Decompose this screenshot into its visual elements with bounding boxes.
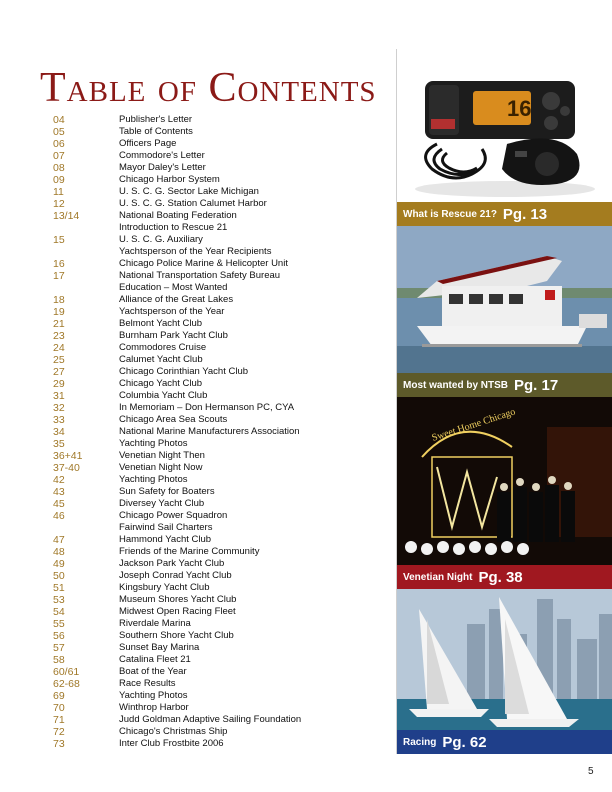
toc-entry-title: Sun Safety for Boaters	[119, 486, 215, 497]
toc-entry-subtitle: Fairwind Sail Charters	[119, 522, 213, 533]
toc-page-number: 47	[53, 534, 65, 546]
toc-entry[interactable]	[53, 654, 383, 666]
toc-entry[interactable]	[53, 162, 383, 174]
toc-entry-title: Winthrop Harbor	[119, 702, 189, 713]
feature-caption-page: Pg. 62	[442, 733, 487, 751]
toc-entry[interactable]	[53, 546, 383, 558]
toc-entry-title: Yachting Photos	[119, 474, 188, 485]
toc-entry[interactable]	[53, 318, 383, 330]
toc-page-number: 13/14	[53, 210, 80, 222]
toc-page-number: 27	[53, 366, 65, 378]
toc-page-number: 71	[53, 714, 65, 726]
toc-entry-title: Diversey Yacht Club	[119, 498, 205, 509]
toc-entry[interactable]	[53, 642, 383, 654]
toc-entry-title: Riverdale Marina	[119, 618, 191, 629]
toc-page-number: 25	[53, 354, 65, 366]
toc-page-number: 51	[53, 582, 65, 594]
toc-page-number: 42	[53, 474, 65, 486]
toc-entry[interactable]	[53, 186, 383, 198]
toc-entry-title: Hammond Yacht Club	[119, 534, 212, 545]
toc-page-number: 16	[53, 258, 65, 270]
toc-page-number: 58	[53, 654, 65, 666]
toc-entry-title: Museum Shores Yacht Club	[119, 594, 237, 605]
sign-text: Sweet Home Chicago	[430, 406, 517, 444]
toc-entry-title: Judd Goldman Adaptive Sailing Foundation	[119, 714, 302, 725]
feature-caption-racing[interactable]	[397, 730, 612, 754]
toc-page-number: 62-68	[53, 678, 80, 690]
toc-page-number: 24	[53, 342, 65, 354]
toc-entry-title: Venetian Night Now	[119, 462, 203, 473]
toc-page-number: 07	[53, 150, 65, 162]
toc-page-number: 37-40	[53, 462, 80, 474]
toc-page-number: 05	[53, 126, 65, 138]
toc-page-number: 56	[53, 630, 65, 642]
toc-entry[interactable]	[53, 306, 383, 318]
toc-page-number: 49	[53, 558, 65, 570]
toc-entry-title: U. S. C. G. Sector Lake Michigan	[119, 186, 259, 197]
toc-entry[interactable]	[53, 726, 383, 738]
toc-entry[interactable]	[53, 330, 383, 342]
toc-entry[interactable]	[53, 210, 383, 222]
toc-entry[interactable]	[53, 702, 383, 714]
toc-entry[interactable]	[53, 534, 383, 546]
toc-page-number: 72	[53, 726, 65, 738]
toc-entry[interactable]	[53, 678, 383, 690]
feature-column	[396, 49, 612, 754]
toc-entry-title: Chicago Corinthian Yacht Club	[119, 366, 249, 377]
toc-page-number: 46	[53, 510, 65, 522]
toc-entry[interactable]	[53, 258, 383, 270]
toc-entry-title: Chicago Police Marine & Helicopter Unit	[119, 258, 288, 269]
toc-entry[interactable]	[53, 270, 383, 282]
toc-entry-title: Officers Page	[119, 138, 177, 149]
toc-page-number: 23	[53, 330, 65, 342]
page-number: 5	[588, 766, 594, 777]
toc-entry[interactable]	[53, 366, 383, 378]
racing-photo	[397, 589, 612, 730]
toc-page-number: 53	[53, 594, 65, 606]
toc-page-number: 34	[53, 426, 65, 438]
toc-entry[interactable]	[53, 438, 383, 450]
toc-page-number: 45	[53, 498, 65, 510]
toc-page-number: 31	[53, 390, 65, 402]
toc-page-number: 48	[53, 546, 65, 558]
toc-page-number: 09	[53, 174, 65, 186]
toc-page-number: 12	[53, 198, 65, 210]
toc-page-number: 29	[53, 378, 65, 390]
feature-caption-page: Pg. 38	[478, 568, 523, 586]
toc-entry[interactable]	[53, 426, 383, 438]
toc-entry[interactable]	[53, 714, 383, 726]
toc-entry[interactable]	[53, 114, 383, 126]
toc-entry[interactable]	[53, 582, 383, 594]
toc-entry-title: Belmont Yacht Club	[119, 318, 203, 329]
toc-entry-title: National Marine Manufacturers Association	[119, 426, 300, 437]
toc-entry-subtitle: Introduction to Rescue 21	[119, 222, 228, 233]
toc-entry-title: Chicago Yacht Club	[119, 378, 203, 389]
toc-page-number: 08	[53, 162, 65, 174]
feature-caption-label: What is Rescue 21?	[403, 208, 497, 220]
toc-entry[interactable]	[53, 126, 383, 138]
toc-entry[interactable]	[53, 630, 383, 642]
toc-entry-title: U. S. C. G. Auxiliary	[119, 234, 203, 245]
toc-entry[interactable]	[53, 390, 383, 402]
toc-entry[interactable]	[53, 594, 383, 606]
page-title: Table of Contents	[40, 65, 377, 111]
toc-entry-title: Publisher's Letter	[119, 114, 193, 125]
toc-entry[interactable]	[53, 198, 383, 210]
toc-entry[interactable]	[53, 234, 383, 246]
toc-entry-title: Yachtsperson of the Year	[119, 306, 225, 317]
toc-entry-title: Venetian Night Then	[119, 450, 205, 461]
toc-entry-title: Burnham Park Yacht Club	[119, 330, 228, 341]
toc-entry-title: Mayor Daley's Letter	[119, 162, 206, 173]
toc-entry-title: Yachting Photos	[119, 690, 188, 701]
feature-caption-page: Pg. 13	[502, 205, 548, 223]
toc-page-number: 04	[53, 114, 65, 126]
toc-entry[interactable]	[53, 558, 383, 570]
toc-entry[interactable]	[53, 486, 383, 498]
toc-page-number: 70	[53, 702, 65, 714]
radio-photo	[397, 49, 612, 202]
toc-entry-title: Commodore's Letter	[119, 150, 205, 161]
toc-entry-title: National Transportation Safety Bureau	[119, 270, 281, 281]
toc-entry[interactable]	[53, 174, 383, 186]
toc-entry-title: Calumet Yacht Club	[119, 354, 203, 365]
toc-entry-title: Chicago Area Sea Scouts	[119, 414, 228, 425]
toc-page-number: 54	[53, 606, 65, 618]
toc-entry[interactable]	[53, 354, 383, 366]
toc-entry-title: Midwest Open Racing Fleet	[119, 606, 236, 617]
toc-entry-title: Commodores Cruise	[119, 342, 207, 353]
toc-page-number: 69	[53, 690, 65, 702]
toc-entry-subtitle: Yachtsperson of the Year Recipients	[119, 246, 272, 257]
toc-page-number: 18	[53, 294, 65, 306]
toc-entry-title: Columbia Yacht Club	[119, 390, 208, 401]
feature-caption-label: Racing	[403, 736, 437, 748]
toc-entry[interactable]	[53, 738, 383, 750]
toc-entry-title: Chicago Power Squadron	[119, 510, 228, 521]
toc-entry-title: Southern Shore Yacht Club	[119, 630, 234, 641]
feature-caption-venetian[interactable]	[397, 565, 612, 589]
toc-entry[interactable]	[53, 402, 383, 414]
toc-entry-subtitle: Education – Most Wanted	[119, 282, 228, 293]
feature-caption-label: Most wanted by NTSB	[403, 379, 509, 391]
toc-entry[interactable]	[53, 294, 383, 306]
feature-caption-page: Pg. 17	[514, 376, 559, 394]
toc-entry-title: Chicago Harbor System	[119, 174, 220, 185]
toc-entry-title: Kingsbury Yacht Club	[119, 582, 210, 593]
venetian-night-photo	[397, 397, 612, 565]
toc-page-number: 32	[53, 402, 65, 414]
toc-entry-title: Jackson Park Yacht Club	[119, 558, 225, 569]
toc-page-number: 73	[53, 738, 65, 750]
toc-entry-title: Inter Club Frostbite 2006	[119, 738, 224, 749]
toc-entry[interactable]	[53, 618, 383, 630]
toc-page-number: 19	[53, 306, 65, 318]
toc-entry-title: Sunset Bay Marina	[119, 642, 200, 653]
feature-caption-rescue21[interactable]	[397, 202, 612, 226]
toc-entry-title: In Memoriam – Don Hermanson PC, CYA	[119, 402, 295, 413]
toc-entry[interactable]	[53, 462, 383, 474]
toc-entry[interactable]	[53, 378, 383, 390]
toc-entry-title: National Boating Federation	[119, 210, 237, 221]
toc-entry[interactable]	[53, 498, 383, 510]
toc-entry-title: Chicago's Christmas Ship	[119, 726, 228, 737]
toc-page-number: 43	[53, 486, 65, 498]
toc-page-number: 57	[53, 642, 65, 654]
feature-caption-label: Venetian Night	[403, 571, 473, 583]
toc-entry-title: Yachting Photos	[119, 438, 188, 449]
toc-page-number: 06	[53, 138, 65, 150]
toc-page-number: 33	[53, 414, 65, 426]
toc-entry-title: Race Results	[119, 678, 176, 689]
toc-entry[interactable]	[53, 150, 383, 162]
toc-entry-title: Boat of the Year	[119, 666, 187, 677]
toc-list	[53, 114, 383, 750]
toc-entry[interactable]	[53, 138, 383, 150]
toc-entry[interactable]	[53, 690, 383, 702]
feature-caption-ntsb[interactable]	[397, 373, 612, 397]
toc-page-number: 55	[53, 618, 65, 630]
toc-entry[interactable]	[53, 510, 383, 522]
toc-entry-title: Joseph Conrad Yacht Club	[119, 570, 232, 581]
toc-page-number: 15	[53, 234, 65, 246]
toc-page-number: 35	[53, 438, 65, 450]
toc-entry[interactable]	[53, 474, 383, 486]
toc-entry[interactable]	[53, 666, 383, 678]
toc-entry-title: Friends of the Marine Community	[119, 546, 260, 557]
toc-page-number: 50	[53, 570, 65, 582]
toc-page-number: 17	[53, 270, 65, 282]
toc-entry[interactable]	[53, 570, 383, 582]
toc-entry-title: Table of Contents	[119, 126, 193, 137]
toc-entry[interactable]	[53, 606, 383, 618]
toc-entry-title: Catalina Fleet 21	[119, 654, 191, 665]
toc-page-number: 36+41	[53, 450, 83, 462]
toc-entry-title: U. S. C. G. Station Calumet Harbor	[119, 198, 267, 209]
radio-channel-readout: 16	[507, 96, 532, 121]
houseboat-photo	[397, 226, 612, 373]
toc-entry[interactable]	[53, 450, 383, 462]
toc-entry-title: Alliance of the Great Lakes	[119, 294, 234, 305]
toc-entry[interactable]	[53, 414, 383, 426]
toc-entry[interactable]	[53, 342, 383, 354]
toc-page-number: 11	[53, 186, 64, 198]
toc-page-number: 21	[53, 318, 65, 330]
toc-page-number: 60/61	[53, 666, 80, 678]
